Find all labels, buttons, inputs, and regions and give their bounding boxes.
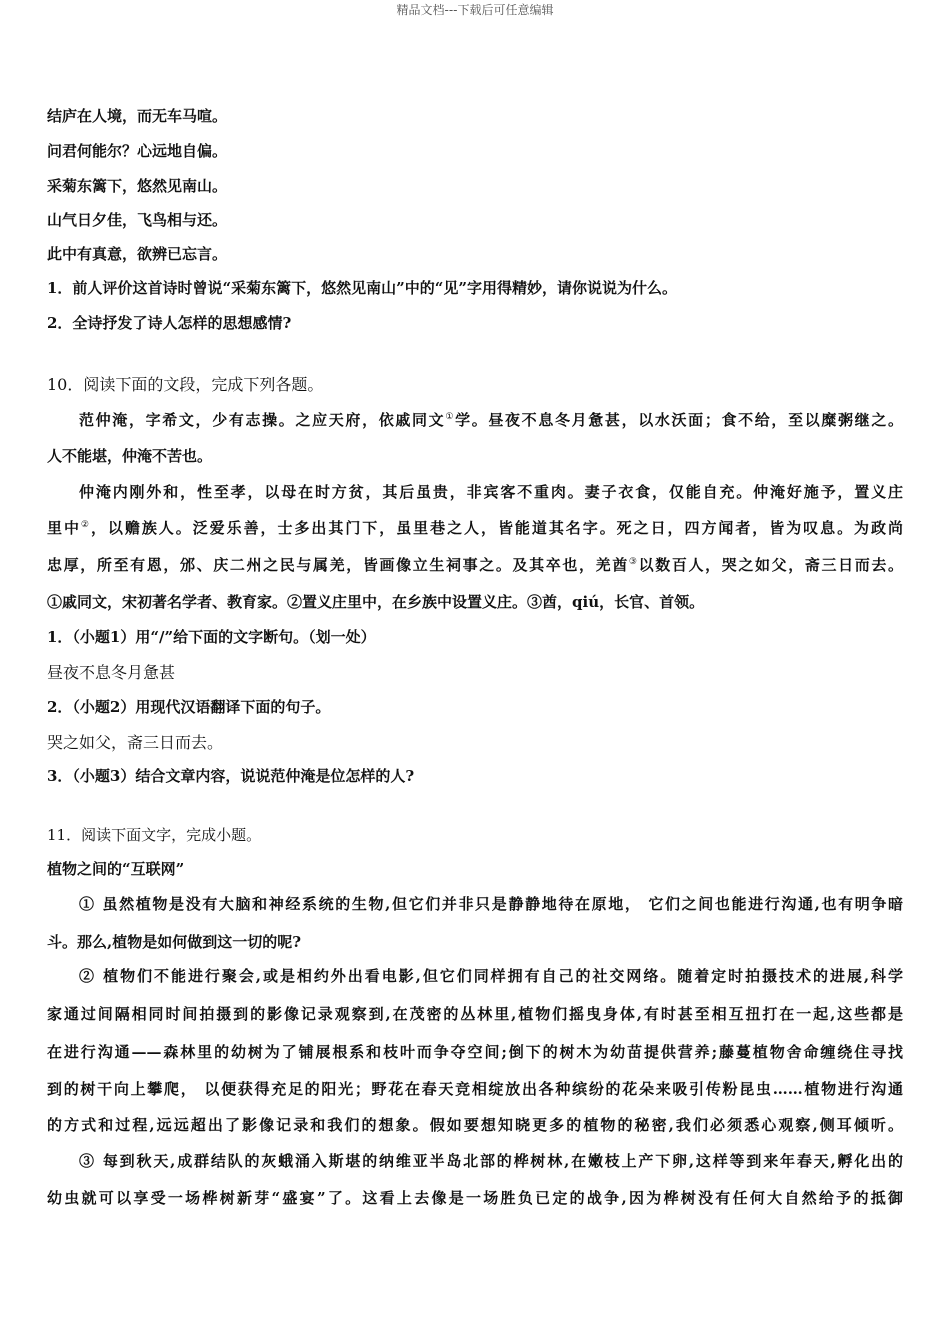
s11-subtitle: 植物之间的“互联网” (47, 860, 185, 878)
s11-line: ① 虽然植物是没有大脑和神经系统的生物,但它们并非只是静静地待在原地， 它们之间也能进行沟通,也有明争暗 (79, 895, 903, 913)
question-9-1: 1．前人评价这首诗时曾说“采菊东篱下，悠然见南山”中的“见”字用得精妙，请你说说为什么。 (47, 279, 677, 297)
poem-line: 山气日夕佳，飞鸟相与还。 (47, 211, 228, 229)
question-9-2: 2．全诗抒发了诗人怎样的思想感情? (47, 314, 292, 332)
poem-line: 采菊东篱下，悠然见南山。 (47, 177, 228, 195)
s11-line: 在进行沟通——森林里的幼树为了铺展根系和枝叶而争夺空间;倒下的树木为幼苗提供营养;藤蔓植物舍命缠绕住寻找 (47, 1043, 903, 1061)
s11-line: 的方式和过程,远远超出了影像记录和我们的想象。假如要想知晓更多的植物的秘密,我们必须悉心观察,侧耳倾听。 (47, 1116, 903, 1134)
section-10-title: 10．阅读下面的文段，完成下列各题。 (47, 375, 324, 394)
s10-question-2: 2．（小题2）用现代汉语翻译下面的句子。 (47, 698, 331, 716)
poem-line: 结庐在人境，而无车马喧。 (47, 107, 228, 125)
s10-question-1-text: 昼夜不息冬月惫甚 (47, 663, 176, 682)
s11-line: ② 植物们不能进行聚会,或是相约外出看电影,但它们同样拥有自己的社交网络。随着定时拍摄技术的进展,科学 (79, 967, 903, 985)
s10-para2-line2: 里中②，以赡族人。泛爱乐善，士多出其门下，虽里巷之人，皆能道其名字。死之日，四方闻者，皆为叹息。为政尚 (47, 519, 903, 537)
poem-line: 问君何能尔？心远地自偏。 (47, 142, 228, 160)
footnote-mark-2: ② (80, 520, 91, 530)
s10-para1-line1: 范仲淹，字希文，少有志操。之应天府，依戚同文①学。昼夜不息冬月惫甚，以水沃面；食不给，至以糜粥继之。 (79, 411, 903, 429)
section-11-title: 11．阅读下面文字，完成小题。 (47, 826, 262, 844)
s11-line: 幼虫就可以享受一场桦树新芽“盛宴”了。这看上去像是一场胜负已定的战争,因为桦树没有任何大自然给予的抵御 (47, 1189, 903, 1207)
footnote-mark-3: ③ (628, 557, 639, 567)
s10-para1-line2: 人不能堪，仲淹不苦也。 (47, 447, 213, 465)
s11-line: ③ 每到秋天,成群结队的灰蛾涌入斯堪的纳维亚半岛北部的桦树林,在嫩枝上产下卵,这样等到来年春天,孵化出的 (79, 1152, 903, 1170)
s10-para2-line1: 仲淹内刚外和，性至孝，以母在时方贫，其后虽贵，非宾客不重肉。妻子衣食，仅能自充。仲淹好施予，置义庄 (79, 483, 903, 501)
s11-line: 斗。那么,植物是如何做到这一切的呢? (47, 933, 302, 951)
s11-line: 家通过间隔相同时间拍摄到的影像记录观察到,在茂密的丛林里,植物们摇曳身体,有时甚至相互扭打在一起,这些都是 (47, 1005, 903, 1023)
page-header: 精品文档---下载后可任意编辑 (396, 3, 554, 17)
s10-question-1: 1．（小题1）用“/”给下面的文字断句。（划一处） (47, 628, 376, 646)
poem-line: 此中有真意，欲辨已忘言。 (47, 245, 228, 263)
s10-notes: ①戚同文，宋初著名学者、教育家。②置义庄里中，在乡族中设置义庄。③酋，qiú，长官、首领。 (47, 593, 705, 611)
footnote-mark-1: ① (445, 412, 456, 422)
s10-question-3: 3．（小题3）结合文章内容，说说范仲淹是位怎样的人? (47, 767, 415, 785)
s10-question-2-text: 哭之如父，斋三日而去。 (47, 733, 224, 752)
s11-line: 到的树干向上攀爬， 以便获得充足的阳光；野花在春天竞相绽放出各种缤纷的花朵来吸引传粉昆虫……植物进行沟通 (47, 1080, 903, 1098)
s10-para2-line3: 忠厚，所至有恩，邠、庆二州之民与属羌，皆画像立生祠事之。及其卒也，羌酋③以数百人，哭之如父，斋三日而去。 (47, 556, 903, 574)
